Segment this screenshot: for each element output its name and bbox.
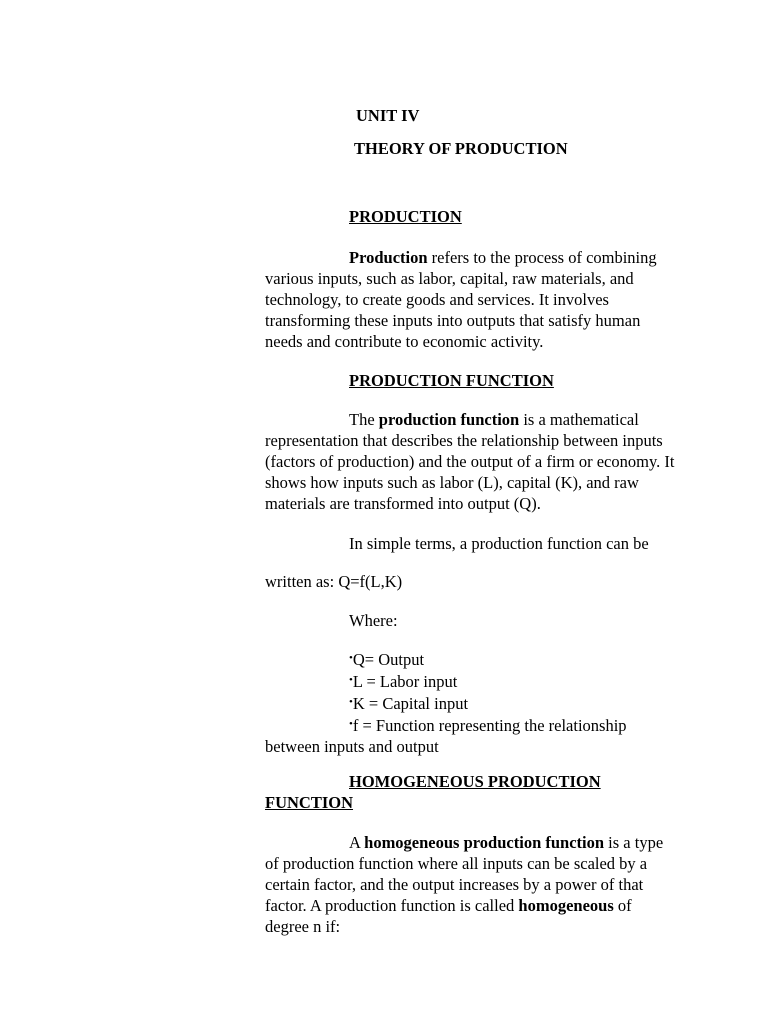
bullet-icon: • [349, 674, 353, 686]
formula-paragraph [265, 571, 677, 592]
homogeneous-definition [265, 832, 677, 937]
homogeneous-term: homogeneous production function [364, 833, 605, 852]
homogeneous-heading: HOMOGENEOUS PRODUCTION FUNCTION [265, 772, 601, 812]
production-term: Production [349, 248, 428, 267]
function-lead: The [349, 410, 379, 429]
list-item [265, 648, 677, 670]
homogeneous-lead: A [349, 833, 365, 852]
homogeneous-text: is a type of production function where all inputs can be scaled by a certain factor, and the output increases by a power of that factor. A production function is called [265, 833, 664, 915]
where-label: Where: [349, 611, 398, 630]
production-paragraph [265, 247, 677, 352]
list-item [265, 692, 677, 714]
simple-terms-text: In simple terms, a production function can be [349, 534, 649, 553]
function-heading: PRODUCTION FUNCTION [349, 371, 554, 390]
production-section [265, 206, 677, 227]
formula-text: written as: Q=f(L,K) [265, 572, 403, 591]
production-text: refers to the process of combining various inputs, such as labor, capital, raw materials, and technology, to create goods and services. It involves transforming these inputs into outputs that satisfy human needs and contribute to economic activity. [265, 248, 657, 351]
unit-label: UNIT IV [356, 106, 420, 125]
homogeneous-paragraph [265, 832, 677, 937]
homogeneous-text-2: of degree n if: [265, 896, 632, 936]
simple-terms-paragraph [265, 533, 677, 554]
homogeneous-term-2: homogeneous [518, 896, 614, 915]
list-item [265, 714, 677, 757]
function-text: is a mathematical representation that describes the relationship between inputs (factors of production) and the output of a firm or economy. It shows how inputs such as labor (L), capital (K), and raw materials are transformed into output (Q). [265, 410, 675, 513]
production-heading: PRODUCTION [349, 207, 462, 226]
function-section [265, 370, 677, 391]
list-item-text: Q= Output [352, 650, 425, 669]
list-item-text: K = Capital input [352, 694, 469, 713]
where-paragraph [265, 610, 677, 631]
variables-list [265, 648, 677, 757]
list-item-text: f = Function representing the relationship between inputs and output [265, 716, 627, 756]
homogeneous-section [265, 771, 677, 813]
function-term: production function [378, 410, 520, 429]
bullet-icon: • [349, 696, 353, 708]
function-paragraph [265, 409, 677, 514]
list-item [265, 670, 677, 692]
production-definition [265, 247, 677, 352]
function-definition [265, 409, 677, 514]
chapter-title: THEORY OF PRODUCTION [354, 139, 568, 158]
bullet-icon: • [349, 652, 353, 664]
list-item-text: L = Labor input [352, 672, 458, 691]
bullet-icon: • [349, 718, 353, 730]
